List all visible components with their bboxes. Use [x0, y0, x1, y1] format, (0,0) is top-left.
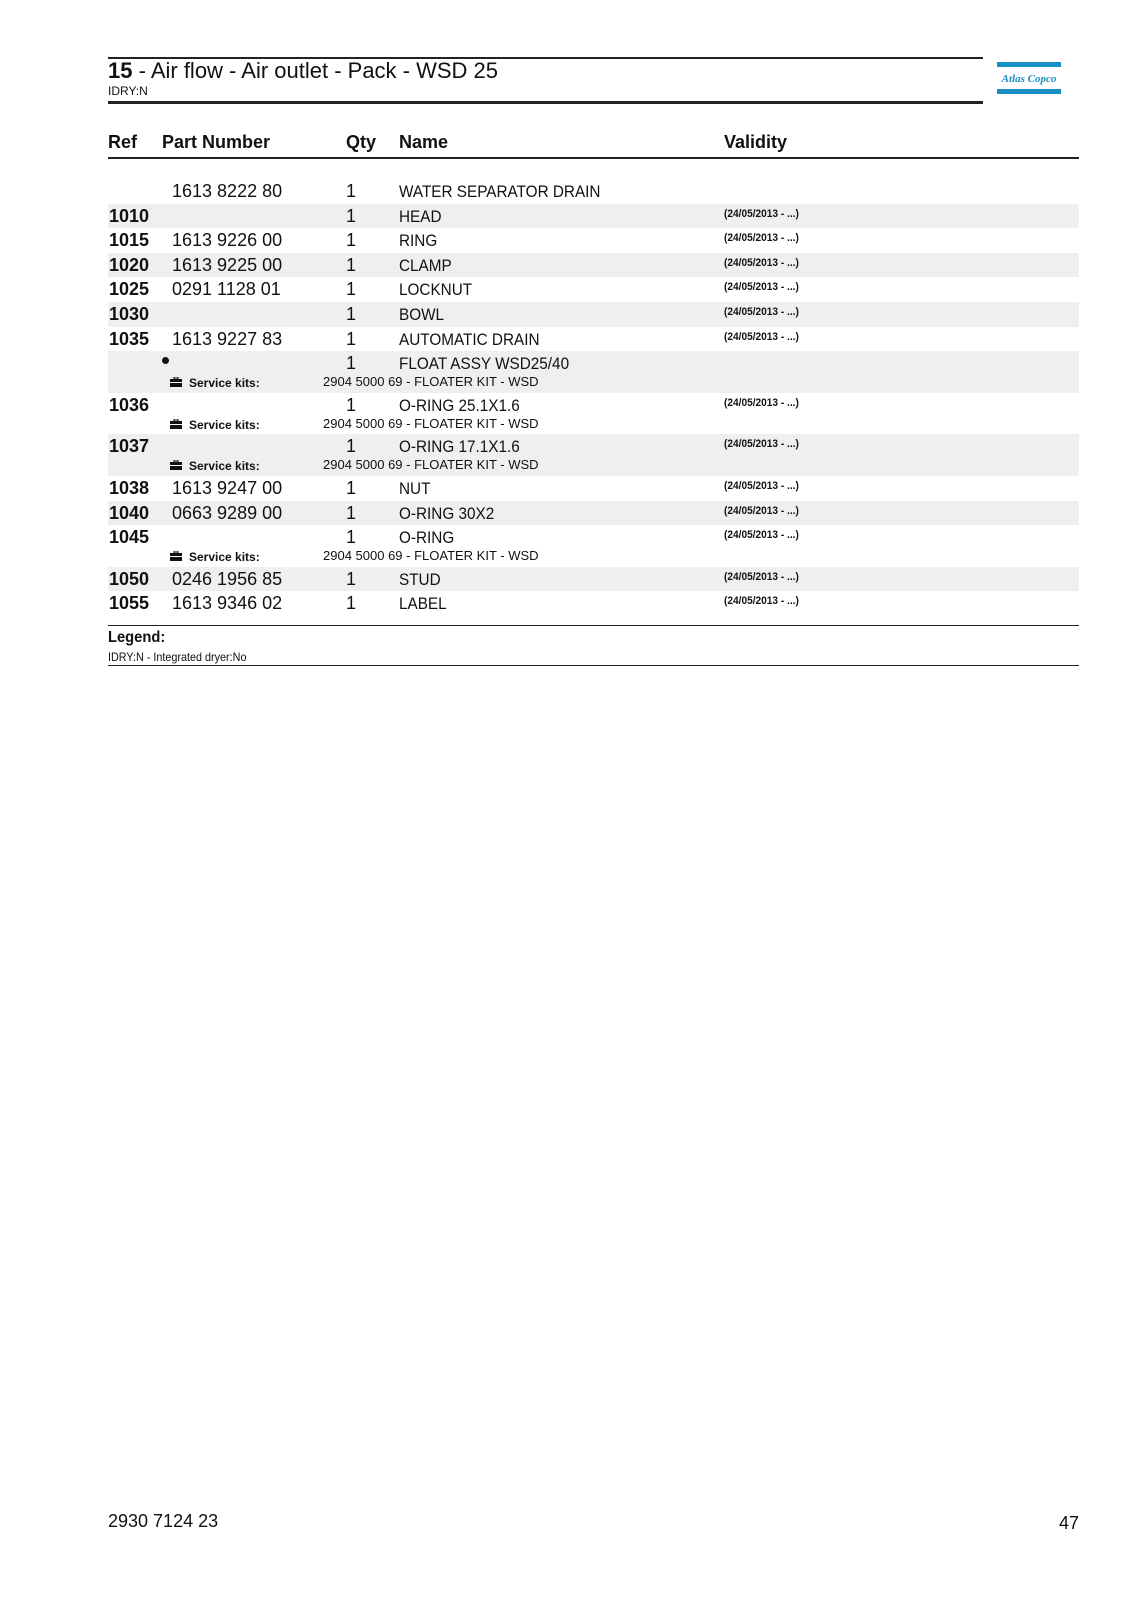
name-cell: O-RING 17.1X1.6 [399, 437, 520, 457]
column-header-name: Name [399, 132, 449, 152]
qty-cell: 1 [346, 328, 357, 349]
qty-cell: 1 [346, 181, 357, 201]
part-number-cell: 1613 9247 00 [172, 477, 283, 498]
document-number: 2930 7124 23 [108, 1511, 219, 1531]
name-cell: RING [399, 231, 438, 251]
toolbox-icon [170, 551, 182, 561]
validity-cell: (24/05/2013 - ...) [724, 595, 799, 608]
validity-cell: (24/05/2013 - ...) [724, 396, 799, 409]
service-kits-label: Service kits: [189, 417, 260, 432]
validity-cell: (24/05/2013 - ...) [724, 529, 799, 542]
ref-cell: 1025 [109, 279, 150, 300]
section-title: - Air flow - Air outlet - Pack - WSD 25 [132, 58, 499, 83]
qty-cell: 1 [346, 568, 357, 589]
qty-cell: 1 [346, 205, 357, 226]
page-number: 47 [1058, 1513, 1079, 1533]
validity-cell: (24/05/2013 - ...) [724, 305, 799, 318]
table-row [108, 204, 1079, 229]
service-kit-value: 2904 5000 69 - FLOATER KIT - WSD [323, 415, 539, 431]
ref-cell: 1037 [109, 436, 150, 457]
ref-cell: 1030 [109, 303, 150, 324]
name-cell: NUT [399, 478, 431, 498]
part-number-cell: 1613 8222 80 [172, 181, 283, 201]
service-kit-value: 2904 5000 69 - FLOATER KIT - WSD [323, 548, 539, 564]
table-row [108, 501, 1079, 526]
table-row [108, 393, 1079, 435]
toolbox-icon [170, 377, 182, 387]
qty-cell: 1 [346, 436, 357, 457]
table-row [108, 591, 1079, 616]
name-cell: O-RING 30X2 [399, 503, 495, 523]
validity-cell: (24/05/2013 - ...) [724, 256, 799, 269]
ref-cell: 1040 [109, 502, 150, 523]
name-cell: HEAD [399, 206, 442, 226]
table-row [108, 253, 1079, 278]
svg-text:Atlas Copco: Atlas Copco [1001, 73, 1057, 85]
column-header-qty: Qty [346, 132, 377, 152]
service-kit-value: 2904 5000 69 - FLOATER KIT - WSD [323, 374, 539, 390]
name-cell: CLAMP [399, 255, 452, 275]
ref-cell: 1050 [109, 568, 150, 589]
name-cell: LABEL [399, 594, 447, 614]
table-row [108, 567, 1079, 592]
ref-cell: 1055 [109, 593, 150, 614]
table-row [108, 327, 1079, 352]
table-row [108, 228, 1079, 253]
qty-cell: 1 [346, 254, 357, 275]
qty-cell: 1 [346, 502, 357, 523]
toolbox-icon [170, 419, 182, 429]
ref-cell: 1035 [109, 328, 150, 349]
ref-cell: 1020 [109, 254, 150, 275]
qty-cell: 1 [346, 279, 357, 300]
name-cell: LOCKNUT [399, 280, 473, 300]
table-row [108, 302, 1079, 327]
name-cell: AUTOMATIC DRAIN [399, 329, 540, 349]
validity-cell: (24/05/2013 - ...) [724, 281, 799, 294]
name-cell: WATER SEPARATOR DRAIN [399, 182, 601, 201]
legend-top-rule [108, 625, 1079, 626]
table-row [108, 351, 1079, 393]
validity-cell: (24/05/2013 - ...) [724, 438, 799, 451]
ref-cell: 1038 [109, 477, 150, 498]
validity-cell: (24/05/2013 - ...) [724, 232, 799, 245]
qty-cell: 1 [346, 303, 357, 324]
table-row [108, 476, 1079, 501]
ref-cell: 1045 [109, 527, 150, 548]
name-cell: O-RING 25.1X1.6 [399, 395, 520, 415]
name-cell: O-RING [399, 528, 455, 548]
table-row [108, 525, 1079, 567]
bullet-icon [162, 357, 169, 364]
service-kits-label: Service kits: [189, 376, 260, 391]
ref-cell: 1036 [109, 394, 150, 415]
legend-text: IDRY:N - Integrated dryer:No [108, 650, 247, 664]
part-number-cell: 1613 9225 00 [172, 254, 283, 275]
page-title [108, 57, 498, 85]
part-number-cell: 1613 9227 83 [172, 328, 283, 349]
service-kits-label: Service kits: [189, 459, 260, 474]
header-underline [108, 157, 1079, 159]
validity-cell: (24/05/2013 - ...) [724, 479, 799, 492]
qty-cell: 1 [346, 394, 357, 415]
toolbox-icon [170, 460, 182, 470]
part-number-cell: 1613 9226 00 [172, 230, 283, 251]
qty-cell: 1 [346, 593, 357, 614]
validity-cell: (24/05/2013 - ...) [724, 330, 799, 343]
ref-cell: 1010 [109, 205, 150, 226]
legend-title: Legend: [108, 629, 166, 646]
name-cell: BOWL [399, 304, 445, 324]
page-subtitle: IDRY:N [108, 84, 148, 98]
table-row [108, 179, 1079, 204]
validity-cell: (24/05/2013 - ...) [724, 504, 799, 517]
section-number: 15 [108, 58, 133, 83]
table-row [108, 434, 1079, 476]
qty-cell: 1 [346, 527, 357, 548]
table-row [108, 277, 1079, 302]
column-header-validity: Validity [724, 132, 788, 152]
column-header-ref: Ref [108, 132, 138, 152]
service-kits-label: Service kits: [189, 550, 260, 565]
name-cell: FLOAT ASSY WSD25/40 [399, 354, 570, 374]
part-number-cell: 0663 9289 00 [172, 502, 283, 523]
service-kit-value: 2904 5000 69 - FLOATER KIT - WSD [323, 457, 539, 473]
header-bottom-rule [108, 101, 983, 104]
column-header-part-number: Part Number [162, 132, 271, 152]
validity-cell: (24/05/2013 - ...) [724, 207, 799, 220]
qty-cell: 1 [346, 353, 357, 374]
legend-bottom-rule [108, 665, 1079, 666]
qty-cell: 1 [346, 230, 357, 251]
part-number-cell: 1613 9346 02 [172, 593, 283, 614]
qty-cell: 1 [346, 477, 357, 498]
part-number-cell: 0246 1956 85 [172, 568, 283, 589]
atlas-copco-logo [997, 62, 1061, 94]
part-number-cell: 0291 1128 01 [172, 279, 281, 300]
name-cell: STUD [399, 569, 441, 589]
ref-cell: 1015 [109, 230, 150, 251]
parts-table [108, 179, 1079, 616]
validity-cell: (24/05/2013 - ...) [724, 570, 799, 583]
